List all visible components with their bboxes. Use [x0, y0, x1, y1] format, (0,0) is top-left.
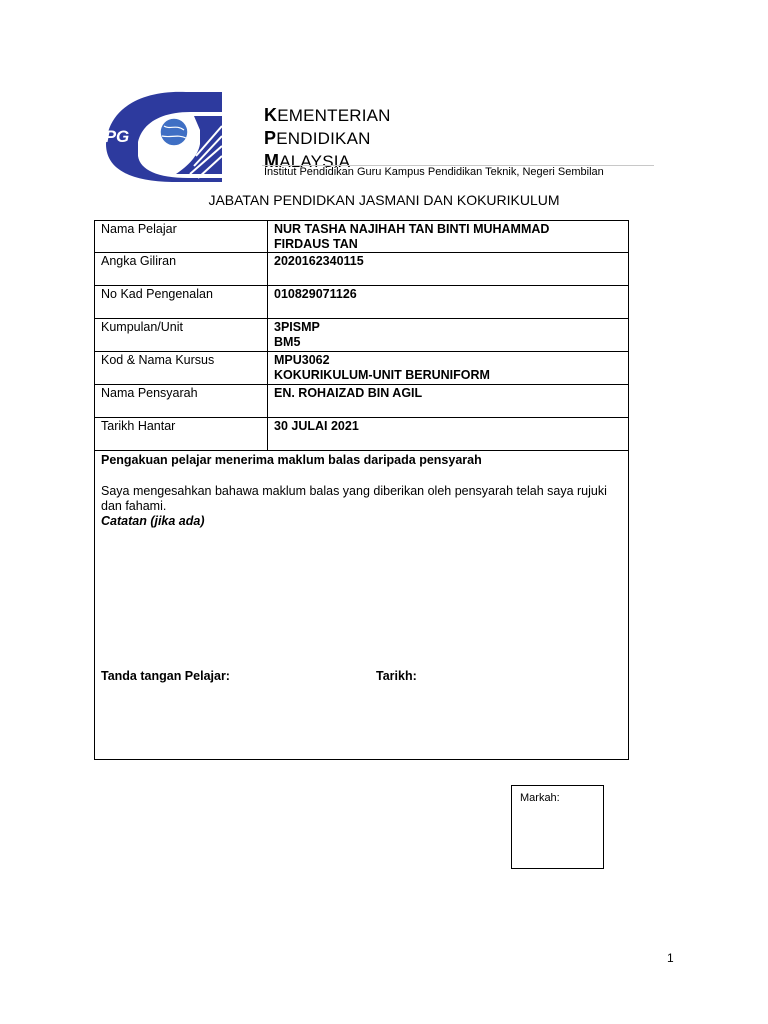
ministry-line-1: KEMENTERIAN [264, 105, 391, 125]
signature-label: Tanda tangan Pelajar: [101, 669, 230, 683]
value-nama-pelajar: NUR TASHA NAJIHAH TAN BINTI MUHAMMAD FIRDAUS TAN [268, 221, 629, 253]
markah-box [511, 785, 604, 869]
row-nama-pelajar [95, 221, 629, 253]
institute-name: Institut Pendidikan Guru Kampus Pendidikan Teknik, Negeri Sembilan [264, 166, 604, 178]
ipg-logo [98, 86, 222, 182]
value-angka-giliran: 2020162340115 [268, 253, 629, 286]
declaration-heading: Pengakuan pelajar menerima maklum balas daripada pensyarah [101, 453, 482, 467]
date-label: Tarikh: [376, 669, 417, 683]
label-nama-pensyarah: Nama Pensyarah [95, 385, 268, 418]
markah-label: Markah: [520, 792, 560, 804]
declaration-note: Catatan (jika ada) [101, 514, 205, 528]
ministry-name [264, 104, 391, 173]
label-tarikh-hantar: Tarikh Hantar [95, 418, 268, 451]
ministry-line-2: PENDIDIKAN [264, 128, 371, 148]
label-kod-nama-kursus: Kod & Nama Kursus [95, 352, 268, 385]
value-no-kad-pengenalan: 010829071126 [268, 286, 629, 319]
page-number: 1 [667, 951, 674, 965]
row-tarikh-hantar [95, 418, 629, 451]
row-kod-nama-kursus [95, 352, 629, 385]
label-nama-pelajar: Nama Pelajar [95, 221, 268, 253]
ipg-logo-text: iPG [100, 127, 130, 146]
ministry-line-3: MALAYSIA [264, 151, 351, 171]
department-title: JABATAN PENDIDKAN JASMANI DAN KOKURIKULUM [208, 192, 560, 208]
value-tarikh-hantar: 30 JULAI 2021 [268, 418, 629, 451]
label-no-kad-pengenalan: No Kad Pengenalan [95, 286, 268, 319]
label-angka-giliran: Angka Giliran [95, 253, 268, 286]
value-kod-nama-kursus: MPU3062 KOKURIKULUM-UNIT BERUNIFORM [268, 352, 629, 385]
value-kumpulan-unit: 3PISMP BM5 [268, 319, 629, 352]
value-nama-pensyarah: EN. ROHAIZAD BIN AGIL [268, 385, 629, 418]
label-kumpulan-unit: Kumpulan/Unit [95, 319, 268, 352]
row-nama-pensyarah [95, 385, 629, 418]
declaration-cell [95, 451, 629, 760]
student-form-table [94, 220, 629, 760]
row-angka-giliran [95, 253, 629, 286]
row-no-kad-pengenalan [95, 286, 629, 319]
declaration-text: Saya mengesahkan bahawa maklum balas yang diberikan oleh pensyarah telah saya rujuki dan fahami. [101, 484, 607, 513]
row-declaration [95, 451, 629, 760]
row-kumpulan-unit [95, 319, 629, 352]
